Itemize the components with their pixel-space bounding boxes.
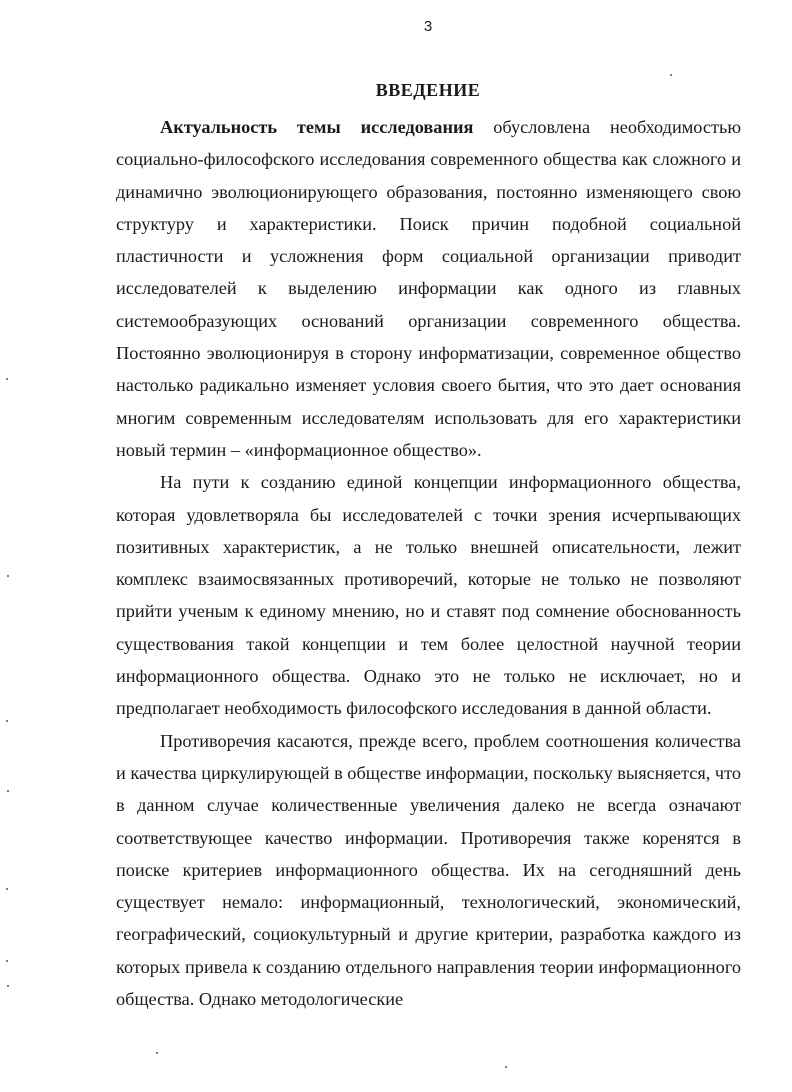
paragraph-2-text: На пути к созданию единой концепции информационного общества, которая удовлетворяла бы исследователей с точки зрения исчерпывающих позитивных характеристик, а не только внешней описательности, лежит комплекс взаимосвязанных противоречий, которые не только не позволяют прийти ученым к единому мнению, но и ставят под сомнение обоснованность существования такой концепции и тем более целостной научной теории информационного общества. Однако это не только не исключает, но и предполагает необходимость философского исследования в данной области.: [116, 472, 741, 719]
paragraph-1-text: обусловлена необходимостью социально-философского исследования современного общества как сложного и динамично эволюционирующего образования, постоянно изменяющего свою структуру и характеристики. Поиск причин подобной социальной пластичности и усложнения форм социальной организации приводит исследователей к выделению информации как одного из главных системообразующих оснований организации современного общества. Постоянно эволюционируя в сторону информатизации, современное общество настолько радикально изменяет условия своего бытия, что это дает основания многим современным исследователям использовать для его характеристики новый термин – «информационное общество».: [116, 117, 741, 460]
scan-speck: [6, 888, 8, 890]
body-text: [116, 111, 741, 1015]
paragraph-1-lead: Актуальность темы исследования: [160, 117, 474, 137]
section-heading: ВВЕДЕНИЕ: [375, 80, 481, 100]
scan-speck: [7, 575, 9, 577]
paragraph-2: [116, 466, 741, 724]
page-number: 3: [423, 18, 433, 35]
paragraph-3-text: Противоречия касаются, прежде всего, проблем соотношения количества и качества циркулирующей в обществе информации, поскольку выясняется, что в данном случае количественные увеличения далеко не всегда означают соответствующее качество информации. Противоречия также коренятся в поиске критериев информационного общества. Их на сегодняшний день существует немало: информационный, технологический, экономический, географический, социокультурный и другие критерии, разработка каждого из которых привела к созданию отдельного направления теории информационного общества. Однако методологические: [116, 730, 742, 1010]
scan-speck: [6, 378, 8, 380]
paragraph-1: [116, 111, 741, 466]
scan-speck: [6, 960, 8, 962]
scan-speck: [670, 74, 672, 76]
scan-speck: [7, 985, 9, 987]
paragraph-3: [116, 725, 741, 1016]
scan-speck: [505, 1066, 507, 1068]
scan-speck: [156, 1052, 158, 1054]
scan-speck: [7, 790, 9, 792]
scan-speck: [6, 720, 8, 722]
